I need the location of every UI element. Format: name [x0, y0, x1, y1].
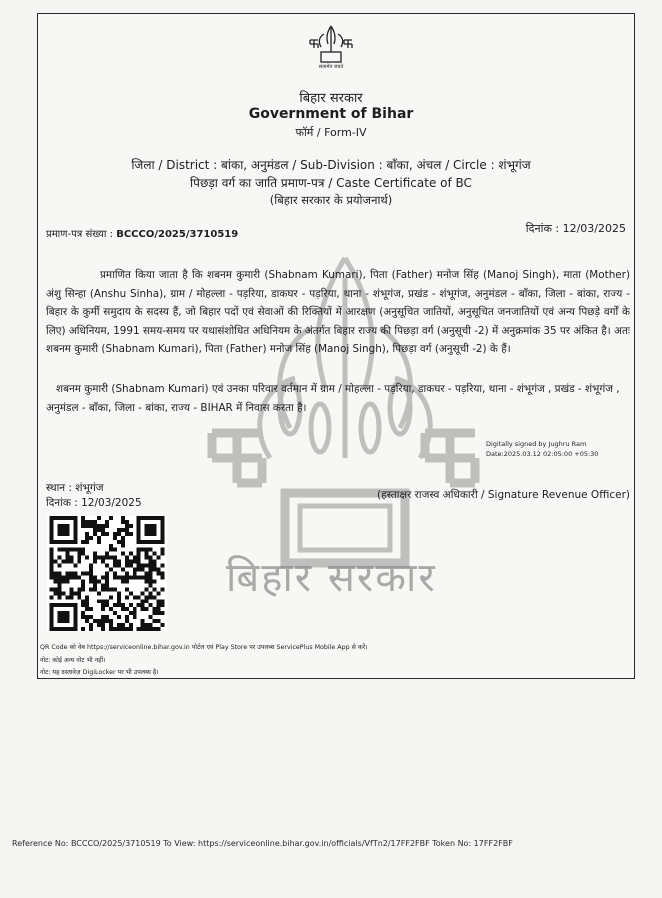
certificate-number-label: प्रमाण-पत्र संख्या : [46, 229, 117, 240]
purpose-line: (बिहार सरकार के प्रयोजनार्थ) [269, 193, 393, 207]
location-line: जिला / District : बांका, अनुमंडल / Sub-Division : बाँका, अंचल / Circle : शंभूगंज [131, 158, 531, 172]
reference-line: Reference No: BCCCO/2025/3710519 To View: https://serviceonline.bihar.gov.in/officials/VfTn2/17FF2FBF Token No: 17FF2FBF [12, 839, 513, 848]
form-label: फॉर्म / Form-IV [295, 126, 367, 139]
certificate-body-paragraph-2: शबनम कुमारी (Shabnam Kumari) एवं उनका परिवार वर्तमान में ग्राम / मोहल्ला - पड़रिया, डाकघर - पड़रिया, थाना - शंभूगंज , प्रखंड - शंभूगंज , अनुमंडल - बाँका, जिला - बांका, राज्य - BIHAR में निवास करता है। [46, 383, 620, 414]
certificate-number [46, 226, 238, 240]
emblem-caption: सत्यमेव जयते [318, 64, 344, 70]
digital-signature-date: Date:2025.03.12 02:05:00 +05:30 [486, 450, 599, 458]
certificate-number-value: BCCCO/2025/3710519 [116, 229, 239, 240]
certificate-title: पिछड़ा वर्ग का जाति प्रमाण-पत्र / Caste Certificate of BC [190, 176, 472, 190]
header-hindi: बिहार सरकार [299, 91, 363, 106]
footer-note-1: QR Code को वेब https://serviceonline.bihar.gov.in पोर्टल एवं Play Store पर उपलब्ध ServicePlus Mobile App से करें। [40, 644, 368, 651]
qr-code[interactable] [47, 516, 167, 631]
signature-officer: (हस्ताक्षर राजस्व अधिकारी / Signature Revenue Officer) [376, 489, 630, 501]
header-english: Government of Bihar [248, 106, 414, 122]
certificate-date: दिनांक : 12/03/2025 [525, 222, 626, 235]
footer-note-3: नोट: यह दस्तावेज़ DigiLocker पर भी उपलब्ध है। [40, 669, 159, 676]
issue-date-line: दिनांक : 12/03/2025 [46, 497, 142, 509]
certificate-body-paragraph-1: प्रमाणित किया जाता है कि शबनम कुमारी (Shabnam Kumari), पिता (Father) मनोज सिंह (Manoj Singh), माता (Mother) अंशु सिन्हा (Anshu Sinha), ग्राम / मोहल्ला - पड़रिया, डाकघर - पड़रिया, थाना - शंभूगंज, प्रखंड - शंभूगंज, अनुमंडल - बाँका, जिला - बांका, राज्य - बिहार के कुर्मी समुदाय के सदस्य हैं, जो बिहार पदों एवं सेवाओं की रिक्तियों में आरक्षण (अनुसूचित जातियों, अनुसूचित जनजातियों एवं अन्य पिछड़े वर्गों के लिए) अधिनियम, 1991 समय-समय पर यथासंशोधित अधिनियम के अंतर्गत बिहार राज्य की पिछड़ा वर्ग (अनुसूची -2) में अनुक्रमांक 35 पर अंकित है। अतः शबनम कुमारी (Shabnam Kumari), पिता (Father) मनोज सिंह (Manoj Singh), पिछड़ा वर्ग (अनुसूची -2) के हैं। [46, 269, 630, 356]
place-line: स्थान : शंभूगंज [46, 482, 104, 494]
emblem-icon [304, 22, 358, 70]
watermark-text: बिहार सरकार [226, 555, 437, 601]
digital-signature-name: Digitally signed by Jughru Ram [486, 440, 587, 448]
footer-note-2: नोट: कोई अन्य नोट भी नहीं। [40, 657, 106, 664]
